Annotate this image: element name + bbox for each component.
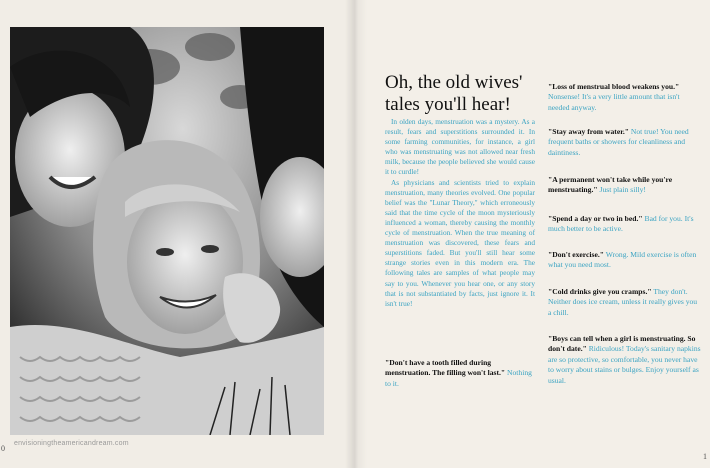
myth-answer: Not true! You need frequent baths or showers for cleanliness and daintiness. <box>548 127 689 157</box>
photo-three-girls <box>10 27 324 435</box>
myth-answer: Ridiculous! Today's sanitary napkins are so protective, so comfortable, you never have to worry about stains or bulges. Enjoy yourself as usual. <box>548 344 701 385</box>
myth-answer: Nonsense! It's a very little amount that isn't needed anyway. <box>548 92 680 112</box>
myth-answer: Just plain silly! <box>599 185 646 195</box>
photo-illustration <box>10 27 324 435</box>
myth-item-exercise <box>548 250 701 271</box>
page-gutter <box>345 0 367 468</box>
myth-question: "Spend a day or two in bed." <box>548 214 643 223</box>
myth-question: "Cold drinks give you cramps." <box>548 287 652 296</box>
intro-paragraph-2: As physicians and scientists tried to explain menstruation, many theories evolved. One popular belief was the "Lunar Theory," which erroneously said that the time cycle of the moon mysteriously influenced a woman, thereby causing the monthly cycle of menstruation. When the true meaning of menstruation was discovered, these fears and superstitions faded. But you'll still hear some strange stories even in this modern era. The following tales are samples of what people may say to you. Whenever you hear one, or any story that is not substantiated by facts, just ignore it. It isn't true! <box>385 177 535 308</box>
headline: Oh, the old wives' tales you'll hear! <box>385 72 523 115</box>
page-number-right: 1 <box>703 452 707 461</box>
myth-answer: They don't. Neither does ice cream, unless it really gives you a chill. <box>548 287 698 317</box>
myth-answer: Nothing to it. <box>385 368 532 388</box>
myth-item-permanent <box>548 175 701 196</box>
intro-text <box>385 117 535 309</box>
myth-item-blood-loss <box>548 82 701 113</box>
myth-item-cold-drinks <box>548 287 701 318</box>
myth-item-bed <box>548 214 701 235</box>
page-number-left: 0 <box>1 444 5 453</box>
intro-paragraph-1: In olden days, menstruation was a mystery. As a result, fears and superstitions surrounded it. In some farming communities, for instance, a girl who was menstruating was not allowed near fresh milk, because the people believed she would cause it to curdle! <box>385 117 535 177</box>
myth-question: "Boys can tell when a girl is menstruating. So don't date." <box>548 334 696 354</box>
myth-answer: Wrong. Mild exercise is often what you need most. <box>548 250 697 270</box>
myth-item-water <box>548 127 701 158</box>
myth-question: "Don't have a tooth filled during menstruation. The filling won't last." <box>385 358 506 378</box>
myth-question: "A permanent won't take while you're menstruating." <box>548 175 673 195</box>
myth-question: "Stay away from water." <box>548 127 629 136</box>
myth-item-tooth <box>385 358 537 389</box>
watermark-text: envisioningtheamericandream.com <box>14 440 129 447</box>
myth-item-dating <box>548 334 701 386</box>
myth-question: "Loss of menstrual blood weakens you." <box>548 82 680 91</box>
myth-answer: Bad for you. It's much better to be active. <box>548 214 694 234</box>
myth-question: "Don't exercise." <box>548 250 604 259</box>
